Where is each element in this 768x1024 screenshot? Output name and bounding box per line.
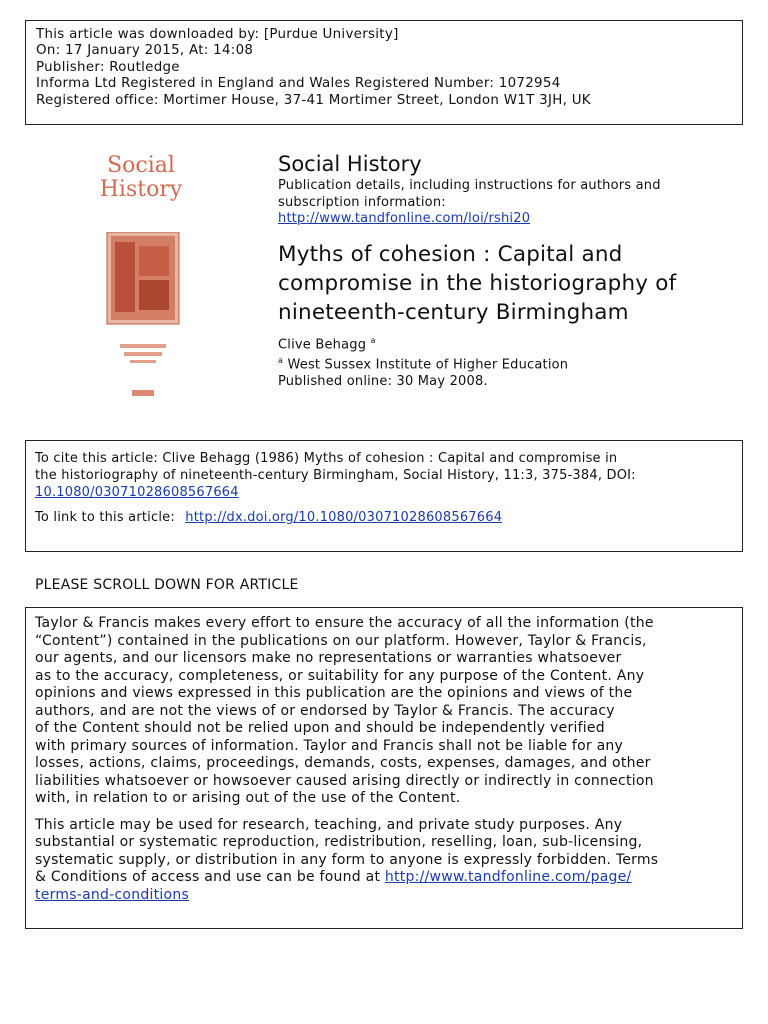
download-info-box <box>25 20 743 125</box>
disclaimer-paragraph-2: This article may be used for research, teaching, and private study purposes. Any substantial or systematic reproduction, redistribution, reselling, loan, sub-licensing, systematic supply, or distribution in any form to anyone is expressly forbidden. Terms & Conditions of access and use can be found at http://www.tandfonline.com/page/ terms-and-conditions <box>35 816 659 903</box>
download-info-line: On: 17 January 2015, At: 14:08 <box>36 43 254 59</box>
citation-line: the historiography of nineteenth-century Birmingham, Social History, 11:3, 375-384, DOI: <box>35 468 636 483</box>
publication-details: Publication details, including instructions for authors and <box>278 178 661 193</box>
disclaimer-paragraph-1: Taylor & Francis makes every effort to ensure the accuracy of all the information (the “Content”) contained in the publications on our platform. However, Taylor & Francis, our agents, and our licensors make no representations or warranties whatsoever as to the accuracy, completeness, or suitability for any purpose of the Content. Any opinions and views expressed in this publication are the opinions and views of the authors, and are not the views of or endorsed by Taylor & Francis. The accuracy of the Content should not be relied upon and should be independently verified with primary sources of information. Taylor and Francis shall not be liable for any losses, actions, claims, proceedings, demands, costs, expenses, damages, and other liabilities whatsoever or howsoever caused arising directly or indirectly in connection with, in relation to or arising out of the use of the Content. <box>35 615 654 806</box>
publication-details: subscription information: <box>278 194 446 210</box>
article-doi-url-link[interactable]: http://dx.doi.org/10.1080/03071028608567664 <box>185 510 503 525</box>
article-title: Myths of cohesion : Capital and compromise in the historiography of nineteenth-century Birmingham <box>278 241 677 325</box>
cover-illustration <box>106 232 180 420</box>
article-link-row <box>35 509 733 526</box>
terms-link[interactable]: terms-and-conditions <box>35 886 190 903</box>
doi-link[interactable]: 10.1080/03071028608567664 <box>35 485 239 500</box>
download-info-line: Registered office: Mortimer House, 37-41 Mortimer Street, London W1T 3JH, UK <box>36 92 591 108</box>
journal-info <box>278 150 738 391</box>
cover-title: Social History <box>99 153 183 202</box>
citation-box <box>25 440 743 552</box>
article-author: Clive Behagg $^a$ <box>278 335 376 352</box>
download-info-line: Publisher: Routledge <box>36 59 180 75</box>
terms-link[interactable]: http://www.tandfonline.com/page/ <box>384 869 632 885</box>
journal-url-link[interactable]: http://www.tandfonline.com/loi/rshi20 <box>278 211 531 226</box>
download-info-line: This article was downloaded by: [Purdue University] <box>36 27 399 42</box>
download-info-line: Informa Ltd Registered in England and Wales Registered Number: 1072954 <box>36 76 561 92</box>
scroll-notice: PLEASE SCROLL DOWN FOR ARTICLE <box>35 577 299 593</box>
journal-cover-image <box>88 152 194 408</box>
citation-line: To cite this article: Clive Behagg (1986) Myths of cohesion : Capital and compromise in <box>35 451 618 466</box>
article-link-label: To link to this article: <box>35 510 175 525</box>
published-date: Published online: 30 May 2008. <box>278 374 488 390</box>
author-affiliation: $^a$ West Sussex Institute of Higher Education <box>278 356 569 373</box>
journal-name: Social History <box>278 152 422 176</box>
disclaimer-box <box>25 607 743 929</box>
